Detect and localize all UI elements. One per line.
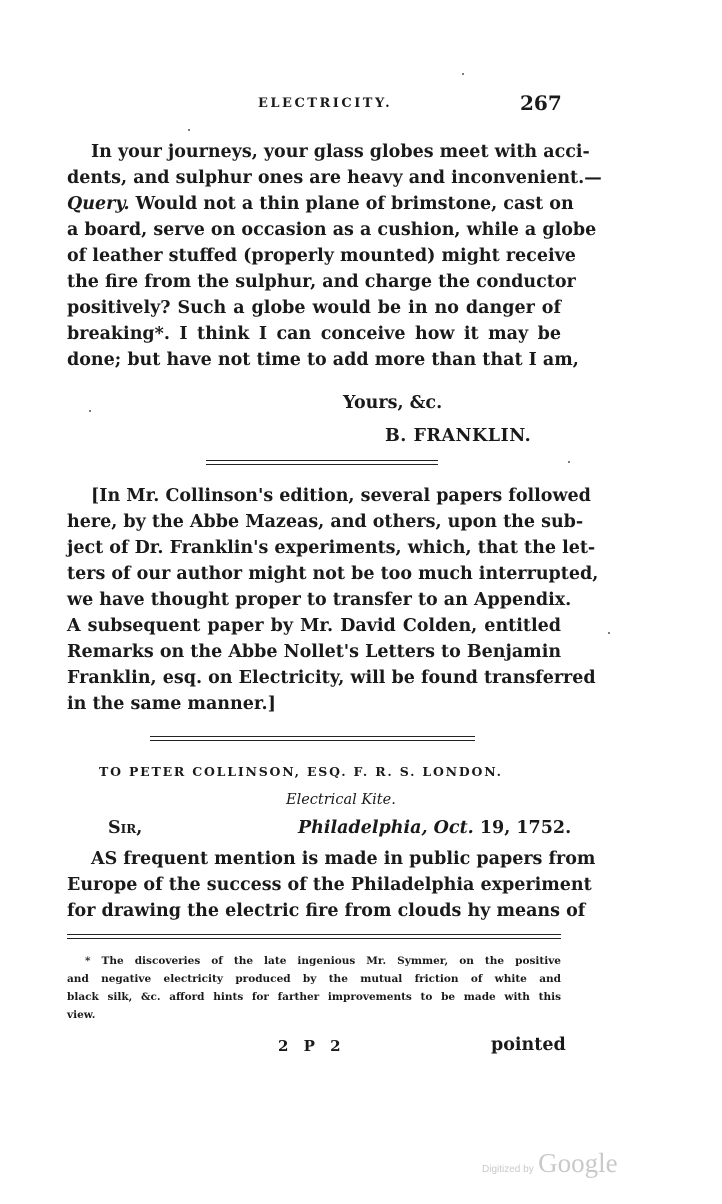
page-number: 267 bbox=[520, 91, 562, 115]
letter-subject: Electrical Kite. bbox=[286, 792, 396, 808]
body-line: done; but have not time to add more than that I am, bbox=[67, 350, 579, 370]
opening-line: for drawing the electric fire from clouds hy means of bbox=[67, 901, 586, 921]
note-line: Remarks on the Abbe Nollet's Letters to Benjamin bbox=[67, 642, 562, 662]
body-line: In your journeys, your glass globes meet with acci- bbox=[91, 142, 590, 162]
body-line-query bbox=[67, 191, 574, 217]
opening-line: Europe of the success of the Philadelphia experiment bbox=[67, 875, 592, 895]
letter-date: 19, 1752. bbox=[479, 818, 572, 838]
body-line-text: Would not a thin plane of brimstone, cast on bbox=[135, 194, 574, 214]
digitized-watermark bbox=[482, 1148, 618, 1179]
section-divider bbox=[206, 460, 438, 465]
watermark-prefix: Digitized by bbox=[482, 1164, 534, 1175]
body-line: the fire from the sulphur, and charge the conductor bbox=[67, 272, 576, 292]
place-date bbox=[298, 818, 571, 838]
footnote bbox=[67, 952, 561, 1024]
letter-place: Philadelphia, Oct. bbox=[298, 818, 474, 838]
note-line: we have thought proper to transfer to an Appendix. bbox=[67, 590, 572, 610]
body-line: breaking*. I think I can conceive how it may be bbox=[67, 324, 561, 344]
note-line: A subsequent paper by Mr. David Colden, entitled bbox=[67, 616, 561, 636]
body-line: dents, and sulphur ones are heavy and inconvenient.— bbox=[67, 168, 602, 188]
signature: B. FRANKLIN. bbox=[385, 426, 532, 446]
body-line: a board, serve on occasion as a cushion, while a globe bbox=[67, 220, 597, 240]
note-line: Franklin, esq. on Electricity, will be found transferred bbox=[67, 668, 596, 688]
footnote-line: * The discoveries of the late ingenious Mr. Symmer, on the positive bbox=[85, 955, 561, 967]
valediction: Yours, &c. bbox=[343, 393, 443, 413]
signature-mark: 2 P 2 bbox=[278, 1037, 346, 1055]
scan-speck bbox=[608, 632, 610, 634]
note-line: ject of Dr. Franklin's experiments, which, that the let- bbox=[67, 538, 596, 558]
scan-speck bbox=[462, 73, 464, 75]
body-line: positively? Such a globe would be in no danger of bbox=[67, 298, 561, 318]
footnote-line: black silk, &c. afford hints for farther improvements to be made with this bbox=[67, 991, 561, 1003]
scan-speck bbox=[188, 129, 190, 131]
letter-addressee: TO PETER COLLINSON, ESQ. F. R. S. LONDON. bbox=[99, 764, 503, 779]
section-divider bbox=[150, 736, 475, 741]
scan-speck bbox=[568, 461, 570, 463]
footnote-line: view. bbox=[67, 1009, 96, 1021]
note-line: [In Mr. Collinson's edition, several papers followed bbox=[91, 486, 591, 506]
footnote-line: and negative electricity produced by the mutual friction of white and bbox=[67, 973, 561, 985]
letter-opening bbox=[67, 846, 596, 924]
query-word: Query. bbox=[67, 194, 130, 214]
opening-line: AS frequent mention is made in public papers from bbox=[91, 849, 596, 869]
body-line: of leather stuffed (properly mounted) might receive bbox=[67, 246, 576, 266]
letter-body bbox=[67, 139, 602, 373]
editorial-note bbox=[67, 483, 599, 717]
note-line: here, by the Abbe Mazeas, and others, upon the sub- bbox=[67, 512, 584, 532]
salutation: Sir, bbox=[108, 818, 143, 838]
scan-speck bbox=[89, 410, 91, 412]
note-line: in the same manner.] bbox=[67, 694, 276, 714]
watermark-brand: Google bbox=[538, 1148, 618, 1178]
running-title: ELECTRICITY. bbox=[258, 96, 393, 111]
catchword: pointed bbox=[491, 1035, 566, 1055]
note-line: ters of our author might not be too much interrupted, bbox=[67, 564, 599, 584]
footnote-divider bbox=[67, 934, 561, 939]
